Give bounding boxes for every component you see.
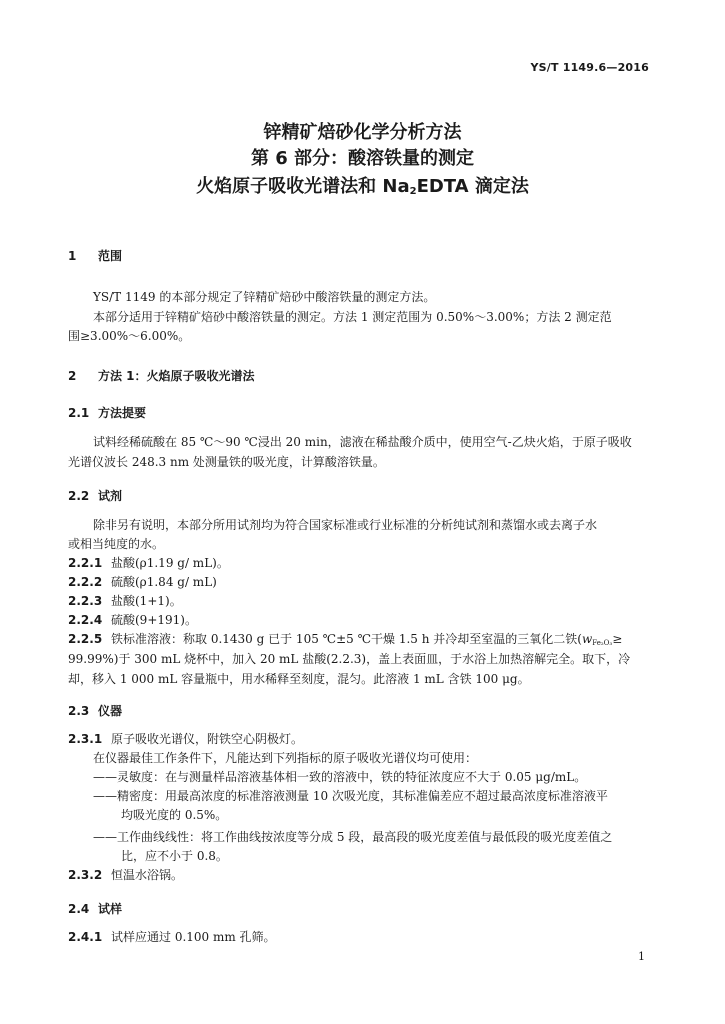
section-title: 方法 1：火焰原子吸收光谱法 [98,369,255,383]
title-line-3-pre: 火焰原子吸收光谱法和 Na [196,176,410,197]
title-subscript: 2 [409,186,417,197]
mass-fraction-symbol: w [581,632,593,646]
title-line-2: 第 6 部分：酸溶铁量的测定 [250,148,475,169]
section-title: 范围 [98,249,123,263]
item-number: 2.3.1 [68,732,103,746]
section-title: 方法提要 [98,406,147,420]
section-title: 仪器 [98,704,123,718]
item-number: 2.2.3 [68,594,103,608]
section-title: 试样 [98,902,123,916]
paragraph: 本部分适用于锌精矿焙砂中酸溶铁量的测定。方法 1 测定范围为 0.50%～3.00%；方法 2 测定范 [93,310,612,324]
item-text: 恒温水浴锅。 [111,868,184,882]
section-2-heading [68,368,255,384]
paragraph: YS/T 1149 的本部分规定了锌精矿焙砂中酸溶铁量的测定方法。 [93,290,436,304]
item-text: 盐酸(ρ1.19 g/ mL)。 [111,556,229,570]
paragraph: 除非另有说明，本部分所用试剂均为符合国家标准或行业标准的分析纯试剂和蒸馏水或去离子水 [93,518,598,532]
paragraph-continuation: 光谱仪波长 248.3 nm 处测量铁的吸光度，计算酸溶铁量。 [68,455,385,469]
item-text: 盐酸(1+1)。 [111,594,182,608]
item-text-end: ≥ [612,632,623,646]
item-number: 2.2.1 [68,556,103,570]
item-number: 2.2.4 [68,613,103,627]
title-line-1: 锌精矿焙砂化学分析方法 [263,122,462,143]
standard-code: YS/T 1149.6—2016 [530,61,649,74]
paragraph: 在仪器最佳工作条件下，凡能达到下列指标的原子吸收光谱仪均可使用： [93,751,478,765]
item-text: 硫酸(9+191)。 [111,613,197,627]
paragraph-continuation: 却，移入 1 000 mL 容量瓶中，用水稀释至刻度，混匀。此溶液 1 mL 含铁 100 μg。 [68,672,530,686]
list-item [68,631,658,651]
list-item [68,574,658,590]
section-number: 2.2 [68,489,90,503]
list-item [68,929,658,945]
item-number: 2.2.2 [68,575,103,589]
paragraph-continuation: 或相当纯度的水。 [68,537,165,551]
dash-item-precision: ——精密度：用最高浓度的标准溶液测量 10 次吸光度，其标准偏差应不超过最高浓度标准溶液平 [93,789,608,803]
item-text: 原子吸收光谱仪，附铁空心阴极灯。 [111,732,304,746]
dash-item-sensitivity: ——灵敏度：在与测量样品溶液基体相一致的溶液中，铁的特征浓度应不大于 0.05 μg/mL。 [93,770,587,784]
section-2-4-heading [68,901,122,917]
item-text: 硫酸(ρ1.84 g/ mL) [111,575,217,589]
title-line-3-post: EDTA 滴定法 [416,176,529,197]
section-number: 2.4 [68,902,90,916]
list-item [68,593,658,609]
section-number: 2.3 [68,704,90,718]
dash-item-continuation: 均吸光度的 0.5%。 [121,808,228,822]
paragraph: 试料经稀硫酸在 85 ℃～90 ℃浸出 20 min，滤液在稀盐酸介质中，使用空气-乙炔火焰，于原子吸收 [93,435,632,449]
dash-item-continuation: 比，应不小于 0.8。 [121,849,228,863]
list-item [68,612,658,628]
item-number: 2.4.1 [68,930,103,944]
formula-subscript: Fe₂O₃ [592,639,613,647]
paragraph-continuation: 围≥3.00%～6.00%。 [68,329,191,343]
section-2-2-heading [68,488,122,504]
section-1-heading [68,248,122,264]
paragraph-continuation: 99.99%)于 300 mL 烧杯中，加入 20 mL 盐酸(2.2.3)，盖上表面皿，于水浴上加热溶解完全。取下，冷 [68,652,631,666]
item-text: 试样应通过 0.100 mm 孔筛。 [111,930,276,944]
title-line-3 [0,176,725,203]
list-item [68,731,658,747]
list-item [68,867,658,883]
page-number: 1 [638,950,645,963]
section-number: 2 [68,369,77,383]
item-number: 2.2.5 [68,632,103,646]
section-number: 1 [68,249,77,263]
section-2-1-heading [68,405,146,421]
section-number: 2.1 [68,406,90,420]
section-2-3-heading [68,703,122,719]
item-text: 铁标准溶液：称取 0.1430 g 已于 105 ℃±5 ℃干燥 1.5 h 并冷却至室温的三氧化二铁( [111,632,582,646]
item-number: 2.3.2 [68,868,103,882]
list-item [68,555,658,571]
section-title: 试剂 [98,489,123,503]
dash-item-linearity: ——工作曲线线性：将工作曲线按浓度等分成 5 段，最高段的吸光度差值与最低段的吸光度差值之 [93,830,613,844]
